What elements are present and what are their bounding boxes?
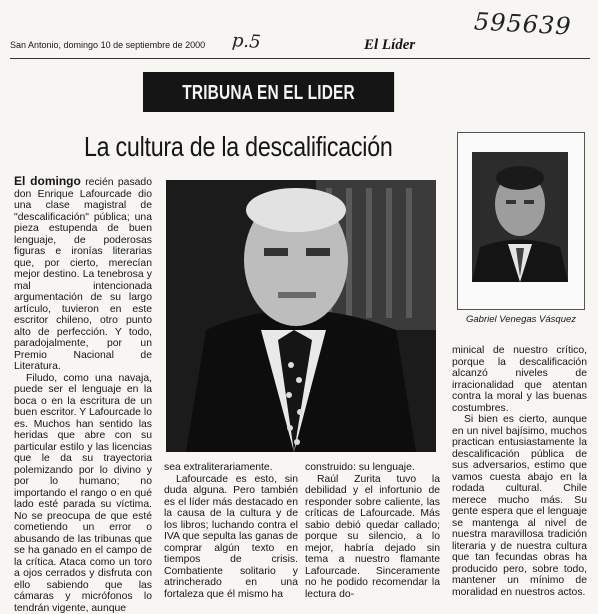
photo-caption: Gabriel Venegas Vásquez xyxy=(458,314,584,325)
article-paragraph: recién pasado don Enrique Lafourcade dio una clase magistral de "descalificación" pública; una pieza estupenda de buen lenguaje, de poderosas figuras e ironías literarias que, por cierto, merecían mejor destino. La tenebrosa y mal intencionada argumentación de su largo artículo, tuvieron en este escritor chileno, otro punto alto de perfección. Y todo, paradojalmente, por un Premio Nacional de Literatura. xyxy=(14,177,152,372)
article-lead-words: El domingo xyxy=(14,174,81,188)
article-column-2 xyxy=(164,462,298,600)
author-headshot-photo xyxy=(472,152,568,282)
article-paragraph: sea extraliterariamente. xyxy=(164,462,298,474)
newspaper-name: El Líder xyxy=(364,37,415,54)
article-column-1 xyxy=(14,176,152,600)
header-rule xyxy=(10,58,590,59)
article-paragraph: Lafourcade es esto, sin duda alguna. Pero también es el líder más destacado en la causa de la cultura y de los libros; luchando contra el IVA que sepulta las ganas de comprar algún texto en tiempos de crisis. Combatiente solitario y atrincherado en una fortaleza que él mismo ha xyxy=(164,474,298,601)
handwritten-page-note: p.5 xyxy=(231,30,261,53)
article-paragraph: Si bien es cierto, aunque en un nivel bajísimo, muchos practican entusiastamente la descalificación pública de sus adversarios, estimo que vamos cuesta abajo en la rodada cultural. Chile merece mucho más. Su gente espera que el lenguaje se mantenga al nivel de nuestra maravillosa tradición literaria y de nuestra cultura que tan fecundas obras ha producido pero, sobre todo, mantener un mínimo de moralidad en nuestros actos. xyxy=(452,414,587,598)
article-paragraph: construido: su lenguaje. xyxy=(305,462,440,474)
headshot-illustration xyxy=(472,152,568,282)
article-paragraph: Filudo, como una navaja, puede ser el lenguaje en la boca o en la escritura de un buen escritor. Y Lafourcade lo es. Muchos han sentido las heridas que abre con su particular estilo y las licencias que le da su trayectoria polemizando por lo divino y por lo humano; no importando el rango o en qué lado esté parada su víctima. No se preocupa de que esté cometiendo un error o abusando de las tribunas que se ha ganado en el campo de la crítica. Ataca como un toro a ojos cerrados y disfruta con ello sabiendo que las cámaras y micrófonos lo tendrán vigente, aunque xyxy=(14,373,152,614)
handwritten-catalog-number: 595639 xyxy=(473,7,572,40)
section-banner xyxy=(143,72,394,112)
article-paragraph: Raúl Zurita tuvo la debilidad y el infortunio de responder sobre caliente, las críticas de Lafourcade. Más sabio debió quedar callado; porque su silencio, a lo mejor, habría dejado sin tema a nuestro flamante Lafourcade. Sinceramente no he podido recomendar la lectura do- xyxy=(305,474,440,601)
article-column-4 xyxy=(452,345,587,600)
section-banner-text: TRIBUNA EN EL LIDER xyxy=(182,80,355,104)
article-paragraph: minical de nuestro crítico, porque la descalificación alcanzó niveles de irracionalidad que atentan contra la moral y las buenas costumbres. xyxy=(452,345,587,414)
portrait-illustration xyxy=(166,180,436,452)
article-column-3 xyxy=(305,462,440,600)
article-headline: La cultura de la descalificación xyxy=(84,131,393,163)
dateline: San Antonio, domingo 10 de septiembre de 2000 xyxy=(10,40,205,50)
author-portrait-photo xyxy=(166,180,436,452)
